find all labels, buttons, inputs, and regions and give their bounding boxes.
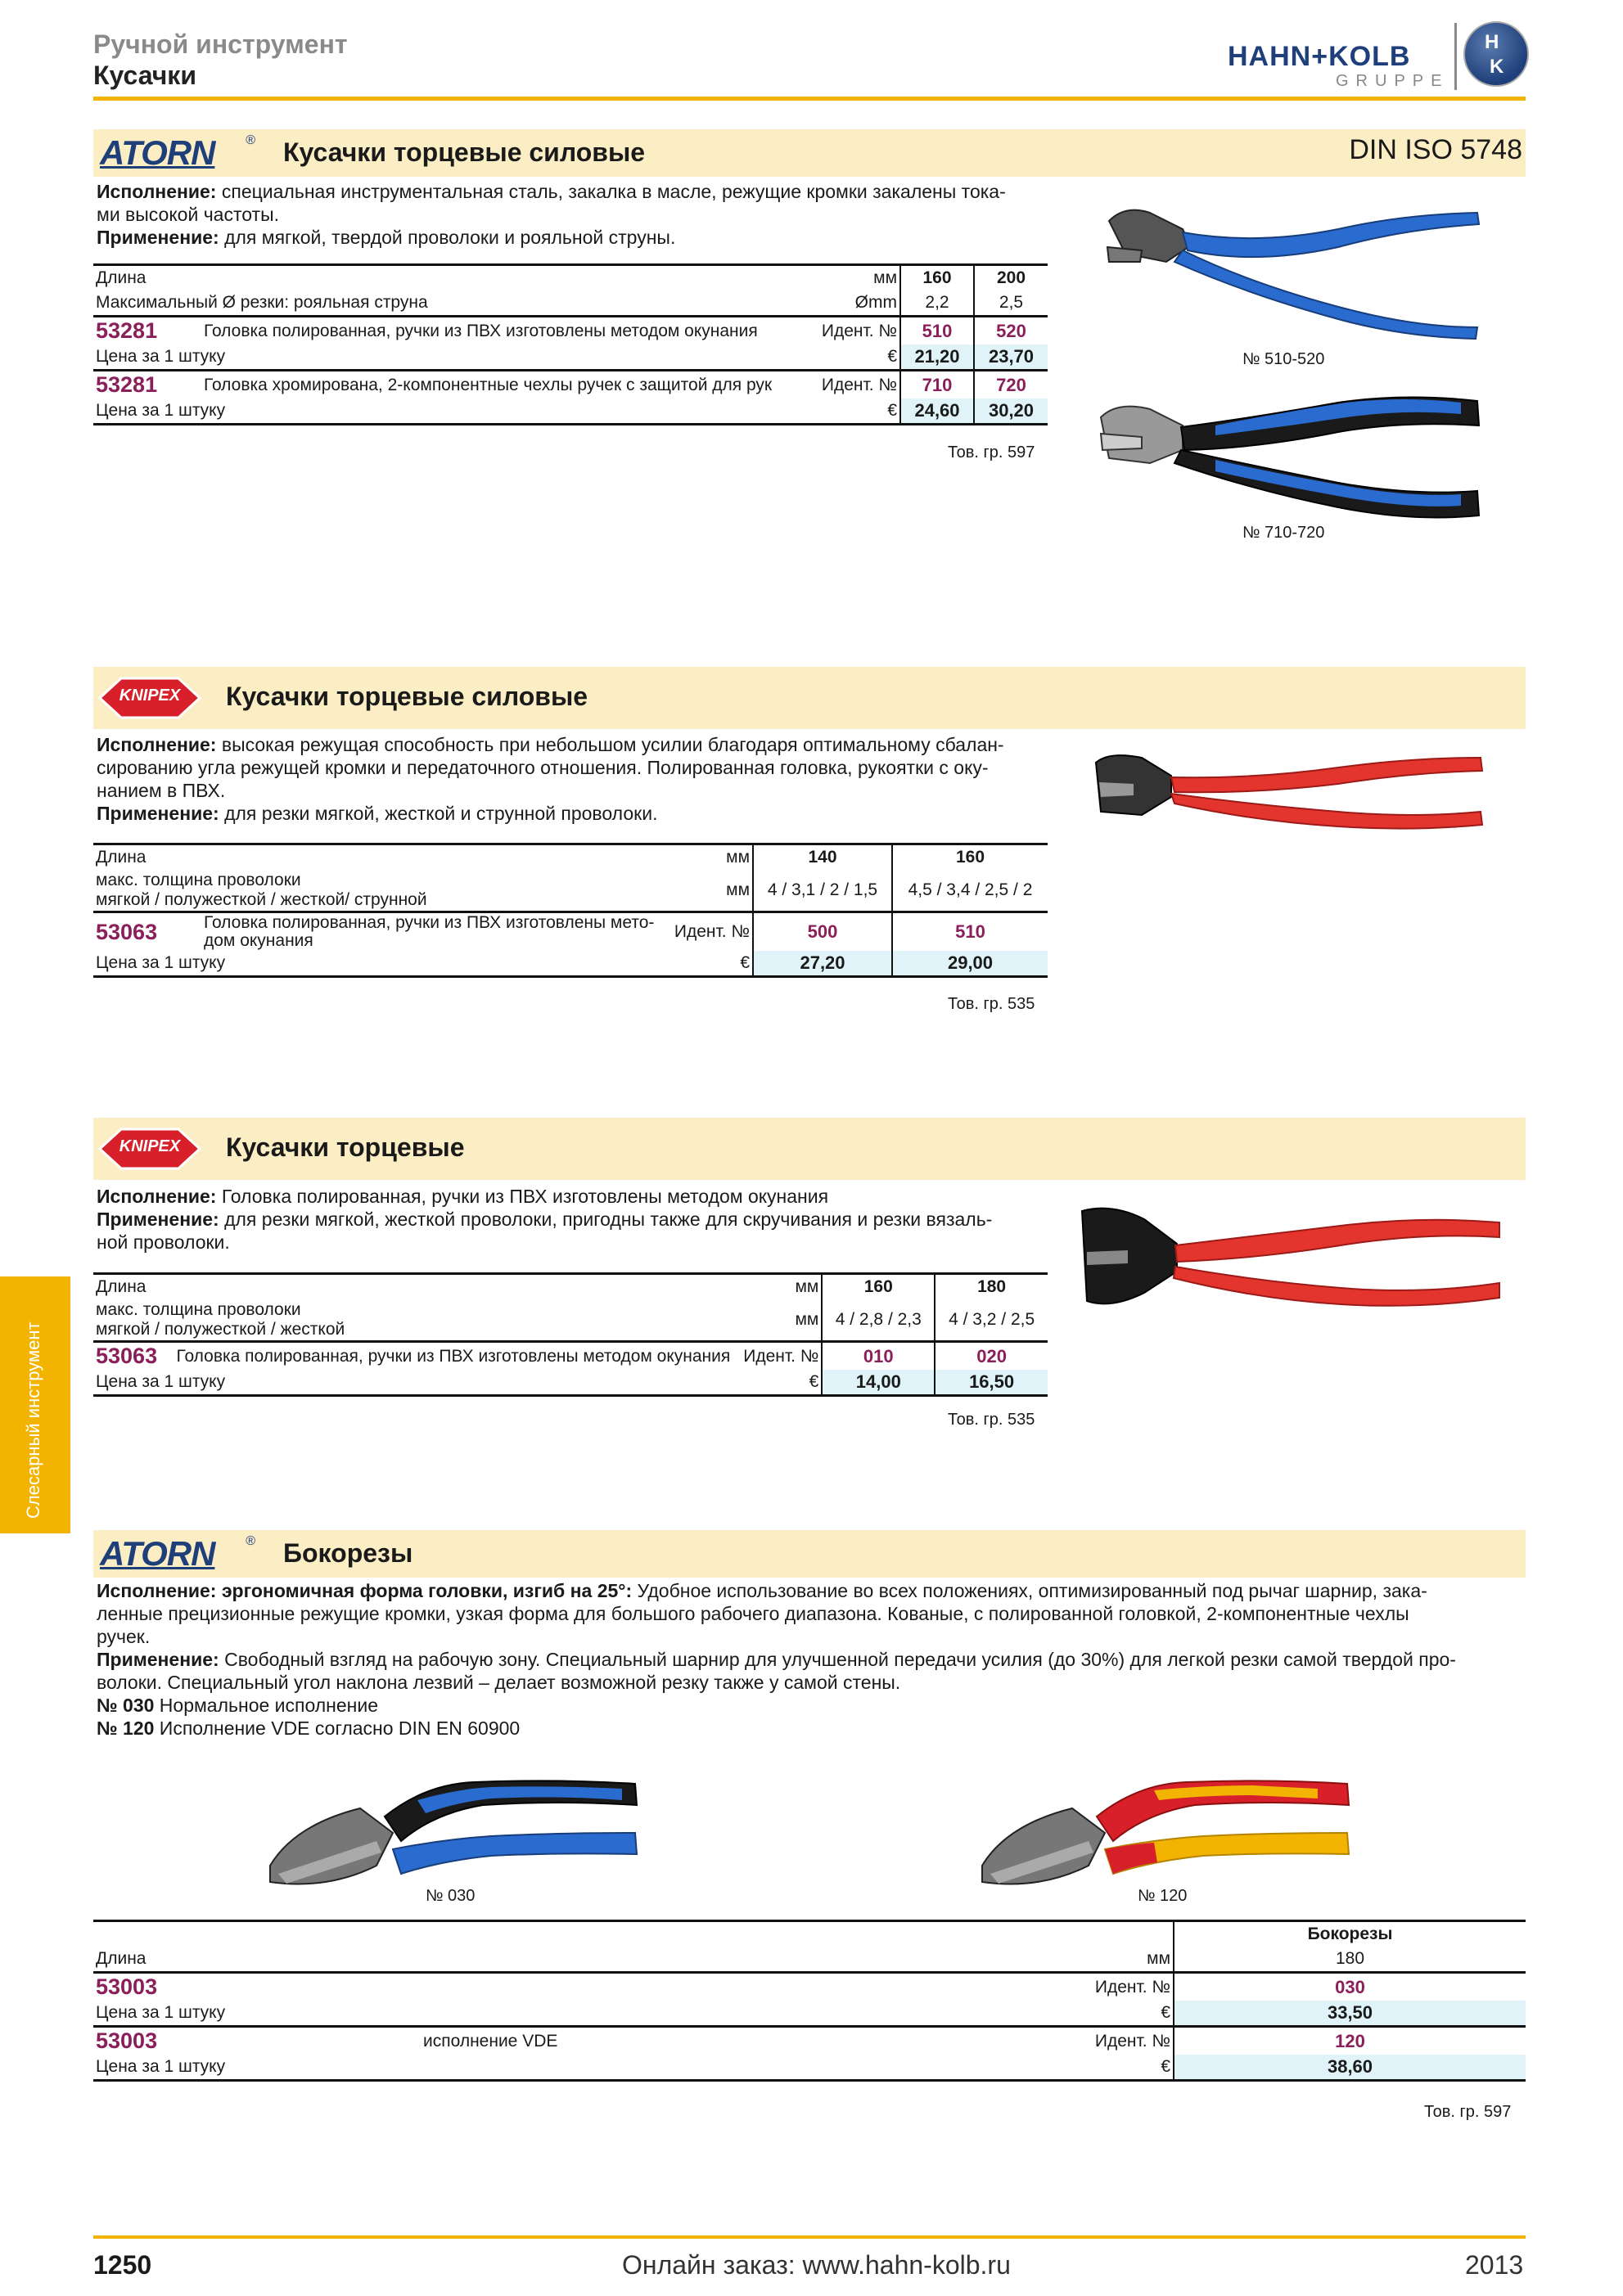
wire-label-1: макс. толщина проволоки [96,871,301,889]
product-group: Тов. гр. 597 [948,443,1035,461]
knipex-logo [97,1124,203,1173]
price: 24,60 [900,398,974,425]
price-label: Цена за 1 штуку [93,2055,1010,2081]
exec-text-1: специальная инструментальная сталь, закалка в масле, режущие кромки закалены тока- [216,181,1006,202]
price: 33,50 [1174,2001,1526,2027]
article-desc: Головка полированная, ручки из ПВХ изготовлены методом окунания [174,1342,733,1371]
exec-text-1: высокая режущая способность при небольшом усилии благодаря оптимальному сбалан- [216,734,1004,755]
hk-badge-icon [1463,21,1529,87]
article-number[interactable]: 53281 [93,317,201,345]
price: 29,00 [892,951,1048,977]
wire-label [93,870,663,912]
knipex-logo-text: KNIPEX [119,687,181,705]
length-label: Длина [93,844,663,871]
variant-text: Исполнение VDE согласно DIN EN 60900 [154,1717,521,1739]
price: 14,00 [822,1370,935,1396]
image-caption: № 030 [426,1887,476,1905]
length-value: 200 [974,265,1048,291]
s3-execution [97,1185,992,1254]
exec-text-2: сированию угла режущей кромки и передаточного отношения. Полированная головка, рукоятки с оку- [97,757,989,778]
article-number[interactable]: 53003 [93,1973,421,2001]
atorn-logo [97,133,255,173]
id-number[interactable]: 710 [900,371,974,399]
length-label: Длина [96,1949,147,1968]
id-number[interactable]: 030 [1174,1973,1526,2001]
empty-cell [93,1921,1174,1947]
price: 23,70 [974,344,1048,371]
page-number: 1250 [93,2250,152,2280]
variant-label: № 030 [97,1695,155,1716]
wire-unit: мм [795,1310,819,1329]
id-label: Идент. № [810,317,900,345]
knipex-end-nipper-image [1079,1203,1504,1317]
header-category: Ручной инструмент [93,29,348,59]
id-label: Идент. № [733,1342,822,1371]
section-bar-atorn-end-cutters [93,129,1526,177]
cut-unit: Ømm [854,293,897,312]
variant-text: Нормальное исполнение [154,1695,379,1716]
id-label: Идент. № [810,371,900,399]
side-tab[interactable] [0,1276,70,1533]
id-label: Идент. № [1010,1973,1174,2001]
use-text-2: ной проволоки. [97,1231,230,1253]
currency: € [1010,2055,1174,2081]
image-caption: № 120 [1138,1887,1188,1905]
s1-execution [97,180,1006,249]
article-desc: Головка полированная, ручки из ПВХ изготовлены методом окунания [201,317,810,345]
image-caption: № 710-720 [1242,524,1325,542]
cut-value: 2,2 [900,290,974,317]
s2-spec-table [93,843,1048,978]
id-number[interactable]: 120 [1174,2027,1526,2055]
length-value: 180 [935,1274,1048,1300]
s4-spec-table [93,1920,1526,2082]
s3-spec-table [93,1272,1048,1397]
price-label: Цена за 1 штуку [93,951,663,977]
wire-label-1: макс. толщина проволоки [96,1300,301,1319]
s4-execution [97,1579,1526,1740]
id-number[interactable]: 510 [900,317,974,345]
length-value: 180 [1174,1947,1526,1973]
logo-separator [1454,23,1457,90]
length-value: 140 [753,844,892,871]
id-number[interactable]: 010 [822,1342,935,1371]
length-value: 160 [892,844,1048,871]
section-bar-knipex-end-nippers [93,1118,1526,1180]
article-number[interactable]: 53063 [93,912,201,952]
length-unit: мм [663,844,753,871]
s1-spec-table [93,263,1048,425]
catalog-year: 2013 [1465,2250,1524,2280]
end-cutter-2k-image [1093,385,1485,524]
use-label: Применение: [97,1649,219,1670]
end-cutter-blue-image [1093,196,1485,344]
id-number[interactable]: 720 [974,371,1048,399]
exec-label: Исполнение: эргономичная форма головки, изгиб на 25°: [97,1580,633,1601]
price-label: Цена за 1 штуку [93,398,810,425]
wire-value: 4,5 / 3,4 / 2,5 / 2 [892,870,1048,912]
length-unit: мм [1147,1949,1170,1968]
length-unit: мм [810,265,900,291]
exec-text-2: ленные прецизионные режущие кромки, узкая форма для большого рабочего диапазона. Кованые, с полированной головкой, 2-компонентные чехлы [97,1603,1409,1624]
variant-desc [421,1973,1010,2001]
id-number[interactable]: 510 [892,912,1048,952]
use-text-2: волоки. Специальный угол наклона лезвий – делает возможной резку также у самой стены. [97,1672,901,1693]
wire-label-2: мягкой / полужесткой / жесткой/ струнной [96,890,427,909]
length-value: 160 [900,265,974,291]
exec-label: Исполнение: [97,734,217,755]
id-label: Идент. № [663,912,753,952]
currency: € [887,347,897,366]
side-cutter-blue-image [262,1767,647,1898]
exec-label: Исполнение: [97,1186,217,1207]
atorn-reg-mark: ® [246,1534,255,1548]
wire-value: 4 / 3,1 / 2 / 1,5 [753,870,892,912]
exec-text: Головка полированная, ручки из ПВХ изготовлены методом окунания [216,1186,829,1207]
price: 21,20 [900,344,974,371]
atorn-reg-mark: ® [246,133,255,147]
wire-label-2: мягкой / полужесткой / жесткой [96,1320,345,1339]
wire-unit: мм [726,880,750,899]
product-group: Тов. гр. 597 [1424,2103,1512,2121]
variant-desc: исполнение VDE [421,2027,1010,2055]
s2-execution [97,733,1004,825]
product-group: Тов. гр. 535 [948,1411,1035,1429]
knipex-logo-text: KNIPEX [119,1137,181,1155]
use-text: для мягкой, твердой проволоки и рояльной струны. [219,227,676,248]
logo-brand-text: HAHN+KOLB [1228,41,1411,72]
article-number[interactable]: 53003 [93,2027,421,2055]
id-number[interactable]: 020 [935,1342,1048,1371]
length-unit: мм [733,1274,822,1300]
currency: € [733,1370,822,1396]
atorn-logo-text: ATORN [100,133,215,172]
article-desc [201,912,663,952]
currency: € [1161,2003,1170,2022]
column-title: Бокорезы [1174,1921,1526,1947]
article-desc-2: дом окунания [204,931,313,950]
price: 38,60 [1174,2055,1526,2081]
length-label: Длина [93,1274,733,1300]
price-label: Цена за 1 штуку [96,347,226,366]
badge-letter-h: H [1485,31,1499,53]
wire-value: 4 / 3,2 / 2,5 [935,1299,1048,1342]
exec-text-3: ручек. [97,1626,151,1647]
article-number[interactable]: 53281 [93,371,201,399]
section-title: Кусачки торцевые [226,1132,465,1162]
knipex-end-cutter-image [1093,746,1485,836]
product-group: Тов. гр. 535 [948,995,1035,1013]
use-text-1: для резки мягкой, жесткой проволоки, пригодны также для скручивания и резки вязаль- [219,1209,993,1230]
id-number[interactable]: 500 [753,912,892,952]
logo-group-text: GRUPPE [1336,72,1449,90]
atorn-logo [97,1534,255,1573]
id-number[interactable]: 520 [974,317,1048,345]
header-subcategory: Кусачки [93,61,196,90]
section-title: Бокорезы [283,1538,413,1568]
currency: € [810,398,900,425]
header-rule [93,97,1526,101]
price: 16,50 [935,1370,1048,1396]
id-label: Идент. № [1010,2027,1174,2055]
wire-label [93,1299,733,1342]
use-text: для резки мягкой, жесткой и струнной проволоки. [219,803,658,824]
atorn-logo-text: ATORN [100,1534,215,1573]
price: 27,20 [753,951,892,977]
article-number[interactable]: 53063 [93,1342,174,1371]
article-desc-1: Головка полированная, ручки из ПВХ изготовлены мето- [204,913,655,932]
section-title: Кусачки торцевые силовые [226,682,588,711]
badge-letter-k: K [1490,56,1504,78]
length-value: 160 [822,1274,935,1300]
cut-label: Максимальный Ø резки: рояльная струна [96,293,428,312]
variant-label: № 120 [97,1717,155,1739]
exec-text-2: ми высокой частоты. [97,204,279,225]
use-label: Применение: [97,803,219,824]
use-label: Применение: [97,227,219,248]
exec-label: Исполнение: [97,181,217,202]
exec-text-3: нанием в ПВХ. [97,780,226,801]
footer-rule [93,2235,1526,2239]
price-label: Цена за 1 штуку [93,1370,733,1396]
hahn-kolb-logo[interactable] [1228,18,1531,97]
exec-text-1: Удобное использование во всех положениях, оптимизированный под рычаг шарнир, зака- [632,1580,1427,1601]
use-label: Применение: [97,1209,219,1230]
image-caption: № 510-520 [1242,350,1325,368]
knipex-logo [97,673,203,723]
currency: € [663,951,753,977]
use-text-1: Свободный взгляд на рабочую зону. Специальный шарнир для улучшенной передачи усилия (до 30%) для легкой резки самой твердой про- [219,1649,1456,1670]
section-bar-knipex-end-cutters [93,667,1526,729]
price: 30,20 [974,398,1048,425]
online-order-link[interactable]: Онлайн заказ: www.hahn-kolb.ru [622,2250,1011,2280]
cut-value: 2,5 [974,290,1048,317]
length-label: Длина [93,265,810,291]
wire-value: 4 / 2,8 / 2,3 [822,1299,935,1342]
side-cutter-vde-image [974,1767,1359,1898]
section-bar-atorn-side-cutters [93,1530,1526,1578]
price-label: Цена за 1 штуку [96,2003,226,2022]
side-tab-label: Слесарный инструмент [23,1321,43,1519]
standard-label: DIN ISO 5748 [1349,134,1522,165]
article-desc: Головка хромирована, 2-компонентные чехлы ручек с защитой для рук [201,371,810,399]
section-title: Кусачки торцевые силовые [283,137,646,167]
